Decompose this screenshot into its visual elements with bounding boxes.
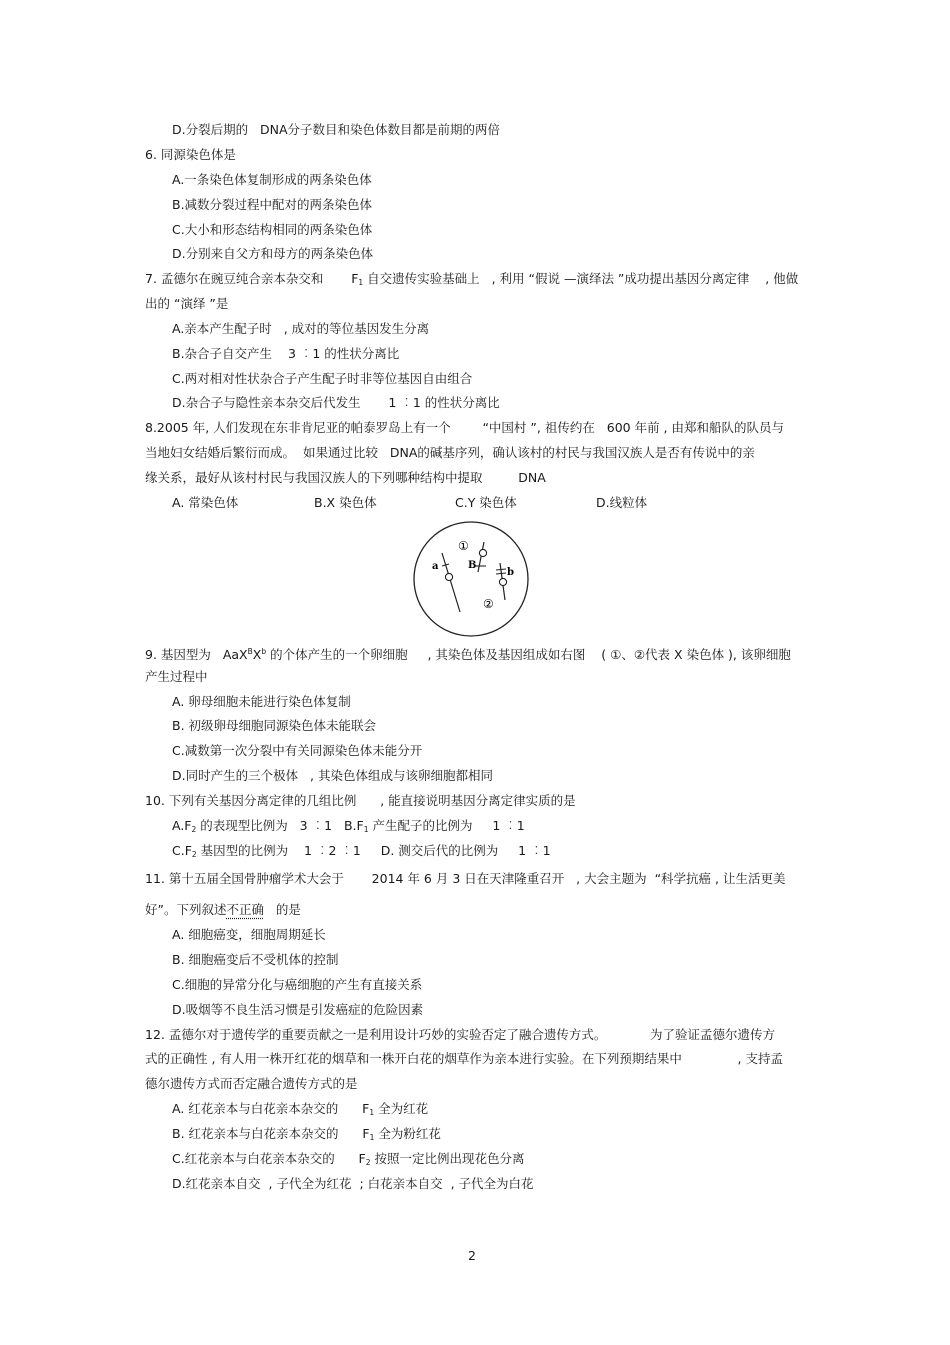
chromosome-a — [442, 553, 460, 612]
q7-stem-line1: 7. 孟德尔在豌豆纯合亲本杂交和 $F_1$ 自交遗传实验基础上 , 利用 “假说 —演绎法 ”成功提出基因分离定律 , 他做 — [145, 271, 799, 287]
label-B: B — [468, 560, 477, 571]
q12-option-d: D.红花亲本自交 , 子代全为红花 ; 白花亲本自交 , 子代全为白花 — [172, 1176, 534, 1191]
q6-option-b: B.减数分裂过程中配对的两条染色体 — [172, 197, 373, 212]
q7-option-b: B.杂合子自交产生 3 ︰1 的性状分离比 — [172, 346, 400, 361]
q6-option-a: A.一条染色体复制形成的两条染色体 — [172, 172, 372, 187]
q12-option-b: B. 红花亲本与白花亲本杂交的 $F_1$ 全为粉红花 — [172, 1126, 441, 1142]
q8-option-d: D.线粒体 — [596, 495, 648, 510]
q6-stem: 6. 同源染色体是 — [145, 147, 236, 162]
q9-option-d: D.同时产生的三个极体 , 其染色体组成与该卵细胞都相同 — [172, 768, 493, 783]
q10-stem: 10. 下列有关基因分离定律的几组比例 , 能直接说明基因分离定律实质的是 — [145, 793, 576, 808]
q12-option-c: C.红花亲本与白花亲本杂交的 $F_2$ 按照一定比例出现花色分离 — [172, 1151, 525, 1167]
q8-stem-line2: 当地妇女结婚后繁衍而成。 如果通过比较 DNA的碱基序列，确认该村的村民与我国汉族人是否有传说中的亲 — [145, 445, 755, 460]
q6-option-c: C.大小和形态结构相同的两条染色体 — [172, 222, 373, 237]
q10-options-ab: $A.F_2$ 的表现型比例为 3 ︰1 $B.F_1$ 产生配子的比例为 1 ︰1 — [172, 818, 525, 834]
q5-option-d: D.分裂后期的 DNA分子数目和染色体数目都是前期的两倍 — [172, 122, 501, 137]
q12-stem-line1: 12. 孟德尔对于遗传学的重要贡献之一是利用设计巧妙的实验否定了融合遗传方式。 为了验证孟德尔遗传方 — [145, 1027, 776, 1042]
chromosome-2-b — [496, 563, 507, 600]
chromosome-1-B — [476, 542, 487, 572]
q7-option-d: D.杂合子与隐性亲本杂交后代发生 1 ︰1 的性状分离比 — [172, 395, 500, 410]
q9-stem-line1: 9. 基因型为 $AaX^BX^b$ 的个体产生的一个卵细胞 , 其染色体及基因组成如右图 ( ①、②代表 X 染色体 ), 该卵细胞 — [145, 647, 791, 662]
q11-option-d: D.吸烟等不良生活习惯是引发癌症的危险因素 — [172, 1002, 424, 1017]
q9-option-a: A. 卵母细胞未能进行染色体复制 — [172, 694, 351, 709]
q7-option-a: A.亲本产生配子时 , 成对的等位基因发生分离 — [172, 321, 430, 336]
q8-option-b: B.X 染色体 — [314, 495, 377, 510]
cell-membrane — [414, 522, 528, 636]
q7-option-c: C.两对相对性状杂合子产生配子时非等位基因自由组合 — [172, 371, 473, 386]
q12-stem-line2: 式的正确性 , 有人用一株开红花的烟草和一株开白花的烟草作为亲本进行实验。在下列预期结果中 , 支持孟 — [145, 1051, 783, 1066]
q11-stem-line2: 好”。下列叙述不正确 的是 — [145, 902, 301, 917]
q8-stem-line1: 8.2005 年, 人们发现在东非肯尼亚的帕泰罗岛上有一个 “中国村 ”, 祖传约在 600 年前 , 由郑和船队的队员与 — [145, 420, 784, 435]
q10-options-cd: $C.F_2$ 基因型的比例为 1 ︰2 ︰1 D. 测交后代的比例为 1 ︰1 — [172, 843, 551, 859]
q12-stem-line3: 德尔遗传方式而否定融合遗传方式的是 — [145, 1076, 358, 1091]
label-1: ① — [458, 539, 469, 553]
q9-option-b: B. 初级卵母细胞同源染色体未能联会 — [172, 718, 377, 733]
q11-stem-line1: 11. 第十五届全国骨肿瘤学术大会于 2014 年 6 月 3 日在天津隆重召开 , 大会主题为 “科学抗癌 , 让生活更美 — [145, 871, 786, 886]
label-b: b — [507, 567, 514, 578]
q12-option-a: A. 红花亲本与白花亲本杂交的 $F_1$ 全为红花 — [172, 1101, 429, 1117]
q11-option-a: A. 细胞癌变，细胞周期延长 — [172, 927, 326, 942]
q6-option-d: D.分别来自父方和母方的两条染色体 — [172, 246, 374, 261]
q11-option-c: C.细胞的异常分化与癌细胞的产生有直接关系 — [172, 977, 423, 992]
q8-option-c: C.Y 染色体 — [455, 495, 517, 510]
q8-stem-line3: 缘关系，最好从该村村民与我国汉族人的下列哪种结构中提取 DNA — [145, 470, 546, 485]
label-2: ② — [483, 597, 494, 611]
egg-cell-chromosome-diagram — [412, 520, 530, 638]
q8-option-a: A. 常染色体 — [172, 495, 239, 510]
label-a: a — [432, 561, 439, 572]
emphasis-not-correct: 不正确 — [226, 902, 264, 917]
q11-option-b: B. 细胞癌变后不受机体的控制 — [172, 952, 339, 967]
page-number: 2 — [468, 1248, 476, 1263]
q9-stem-line2: 产生过程中 — [145, 669, 208, 684]
q7-stem-line2: 出的 “演绎 ”是 — [145, 296, 229, 311]
q9-option-c: C.减数第一次分裂中有关同源染色体未能分开 — [172, 743, 423, 758]
